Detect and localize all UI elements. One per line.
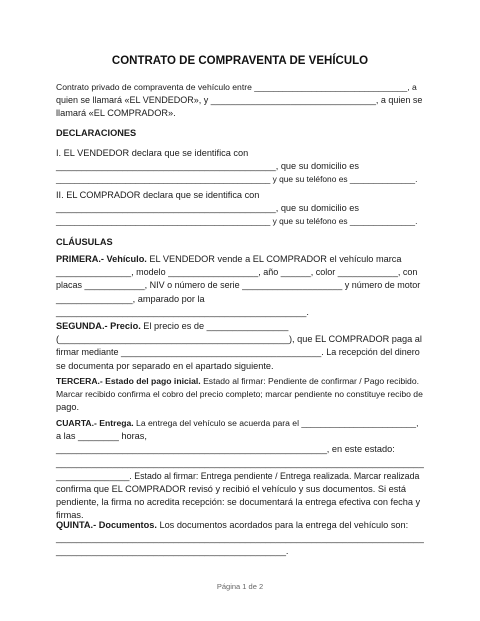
- clausula-line: pendiente, la firma no acredita recepción: se documentará la entrega efectiva con fecha y: [56, 497, 421, 508]
- clausula-title: QUINTA.- Documentos.: [56, 520, 157, 530]
- clausula-line: _________________________________________________.: [56, 306, 309, 317]
- document-title: CONTRATO DE COMPRAVENTA DE VEHÍCULO: [111, 55, 369, 67]
- intro-line: Contrato privado de compraventa de vehículo entre ________________________________, a: [56, 82, 417, 92]
- clausula-text: EL VENDEDOR vende a EL COMPRADOR el vehículo marca: [146, 254, 402, 264]
- clausula-text: Estado al firmar: Pendiente de confirmar / Pago recibido.: [200, 376, 419, 386]
- clausula-title: CUARTA.- Entrega.: [56, 418, 134, 428]
- clausula-cuarta: [56, 417, 424, 523]
- intro-paragraph: [56, 81, 424, 121]
- clausula-text: Los documentos acordados para la entrega del vehículo son:: [156, 520, 409, 530]
- clausula-line: firmas.: [56, 510, 84, 521]
- clausula-line: _____________________________________________________, en este estado:: [56, 444, 395, 455]
- page-number: Página 1 de 2: [216, 582, 264, 591]
- declaracion-line: ______________________________________________ y que su teléfono es ______________.: [56, 174, 418, 185]
- clausula-line: se documenta por separado en el apartado siguiente.: [56, 360, 274, 371]
- clausula-line: (_____________________________________________), que EL COMPRADOR paga al: [56, 334, 422, 345]
- clausula-title: TERCERA.- Estado del pago inicial.: [56, 376, 201, 386]
- clausula-text: El precio es de ________________: [140, 321, 289, 331]
- clausula-line: Marcar recibido confirma el cobro del precio completo; marcar pendiente no constituye recibo de: [56, 389, 423, 400]
- clausula-line: _______________, modelo __________________, año ______, color ____________, con: [56, 267, 418, 278]
- clausula-title: SEGUNDA.- Precio.: [56, 321, 141, 331]
- declaracion-line: ______________________________________________ y que su teléfono es ______________.: [56, 216, 418, 227]
- section-heading-declaraciones: DECLARACIONES: [56, 128, 137, 138]
- clausula-primera: [56, 253, 424, 319]
- clausula-line: ________________________________________________________________________: [56, 533, 424, 544]
- intro-line: llamará «EL COMPRADOR».: [56, 108, 176, 119]
- declaracion-line: II. EL COMPRADOR declara que se identifica con: [56, 190, 260, 200]
- declaracion-line: ___________________________________________, que su domicilio es: [56, 203, 359, 214]
- section-heading-clausulas: CLÁUSULAS: [56, 237, 113, 247]
- clausula-line: ________________________________________________________________________: [56, 457, 424, 468]
- clausula-text: La entrega del vehículo se acuerda para el ________________________,: [133, 418, 419, 428]
- clausula-line: placas ____________, NIV o número de serie ____________________ y número de motor: [56, 280, 421, 291]
- declaracion-comprador: [56, 189, 424, 229]
- clausula-line: confirma que EL COMPRADOR revisó y recibió el vehículo y sus documentos. Si está: [56, 484, 406, 495]
- clausula-line: pago.: [56, 402, 79, 413]
- clausula-segunda: [56, 320, 424, 373]
- clausula-line: a las ________ horas,: [56, 431, 147, 442]
- clausula-tercera: [56, 375, 424, 415]
- clausula-line: _____________________________________________.: [56, 546, 289, 557]
- clausula-line: _______________. Estado al firmar: Entrega pendiente / Entrega realizada. Marcar realizada: [56, 470, 420, 481]
- declaracion-line: ___________________________________________, que su domicilio es: [56, 161, 359, 172]
- clausula-line: _______________, amparado por la: [56, 293, 205, 304]
- clausula-title: PRIMERA.- Vehículo.: [56, 254, 147, 264]
- clausula-line: firmar mediante ________________________________________. La recepción del dinero: [56, 347, 420, 358]
- clausula-quinta: [56, 519, 424, 559]
- declaracion-vendedor: [56, 147, 424, 187]
- intro-line: quien se llamará «EL VENDEDOR», y _________________________________, a quien se: [56, 95, 423, 106]
- declaracion-line: I. EL VENDEDOR declara que se identifica con: [56, 148, 249, 158]
